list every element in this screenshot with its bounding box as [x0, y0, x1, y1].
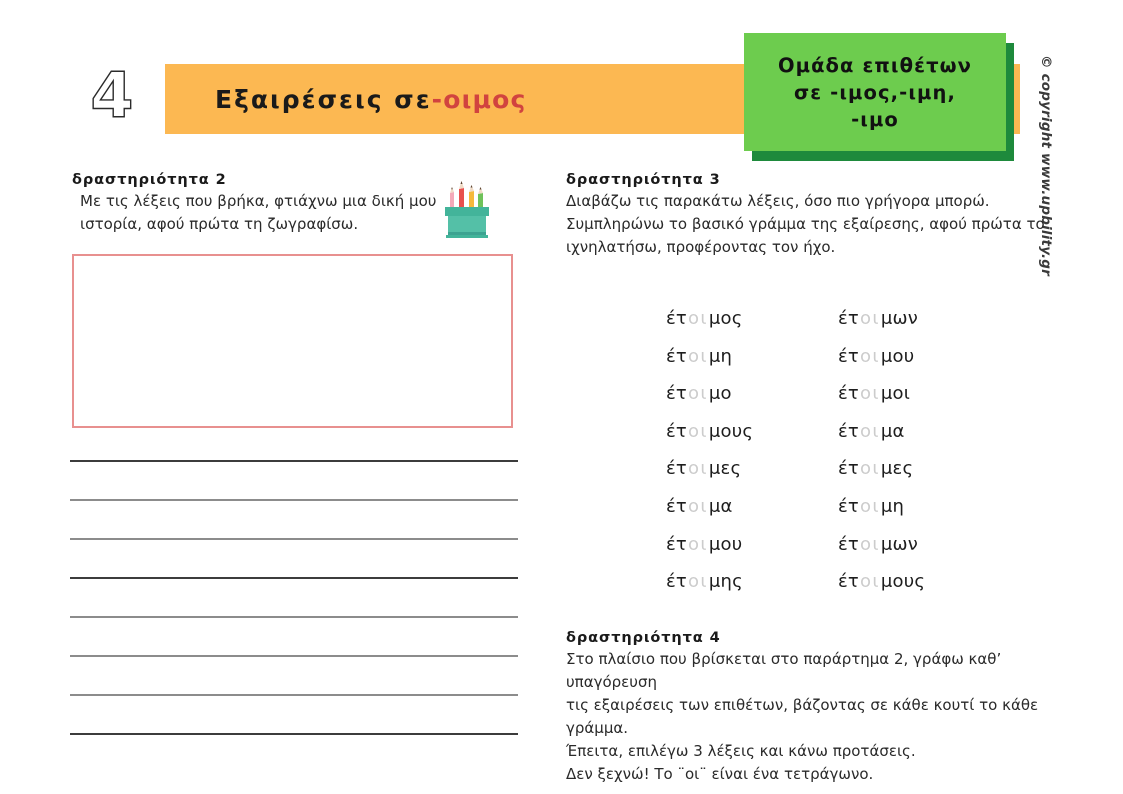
activity3-line-2: Συμπληρώνω το βασικό γράμμα της εξαίρεσης, αφού πρώτα το	[566, 215, 1045, 233]
word-prefix: έτ	[838, 383, 859, 405]
word-trace-letters[interactable]: οι	[859, 308, 880, 329]
word-suffix: μων	[880, 533, 919, 555]
tracing-word[interactable]	[838, 450, 1010, 488]
word-trace-letters[interactable]: οι	[687, 345, 708, 367]
word-suffix: μους	[880, 571, 926, 593]
word-trace-letters[interactable]: οι	[859, 420, 880, 442]
sticky-note-line-1: Ομάδα επιθέτων	[777, 53, 973, 77]
word-suffix: μο	[708, 383, 732, 405]
word-prefix: έτ	[838, 308, 859, 329]
writing-line[interactable]	[70, 694, 518, 696]
sticky-note-line-3: -ιμο	[851, 107, 899, 131]
word-prefix: έτ	[666, 533, 687, 555]
word-trace-letters[interactable]: οι	[859, 495, 880, 517]
writing-line[interactable]	[70, 733, 518, 735]
tracing-word[interactable]	[838, 338, 1010, 376]
tracing-word-list	[666, 300, 1006, 601]
tracing-word[interactable]	[838, 413, 1010, 451]
activity4-line-2: τις εξαιρέσεις των επιθέτων, βάζοντας σε κάθε κουτί το κάθε γράμμα.	[566, 696, 1039, 737]
activity-number-badge: 4	[90, 59, 132, 132]
word-suffix: μη	[708, 345, 733, 367]
activity4-line-1: Στο πλαίσιο που βρίσκεται στο παράρτημα 2, γράφω καθ’ υπαγόρευση	[566, 650, 1002, 691]
sticky-note	[744, 33, 1006, 151]
word-trace-letters[interactable]: οι	[859, 533, 880, 555]
activity3-instructions	[566, 190, 1078, 259]
activity4-line-4: Δεν ξεχνώ! Το ¨οι¨ είναι ένα τετράγωνο.	[566, 765, 874, 783]
tracing-word[interactable]	[666, 413, 838, 451]
word-prefix: έτ	[666, 571, 687, 593]
tracing-word[interactable]	[666, 338, 838, 376]
activity4-block	[566, 630, 1078, 786]
word-suffix: μων	[880, 308, 919, 329]
word-prefix: έτ	[666, 420, 687, 442]
word-prefix: έτ	[838, 345, 859, 367]
word-trace-letters[interactable]: οι	[687, 420, 708, 442]
word-prefix: έτ	[666, 345, 687, 367]
tracing-word[interactable]	[666, 300, 838, 338]
tracing-word[interactable]	[838, 563, 1010, 601]
activity4-title: δραστηριότητα 4	[566, 630, 721, 646]
activity4-line-3: Έπειτα, επιλέγω 3 λέξεις και κάνω προτάσεις.	[566, 742, 916, 760]
word-prefix: έτ	[666, 308, 687, 329]
page-header	[0, 0, 1123, 170]
copyright-notice: © copyright www.upbility.gr	[1038, 55, 1054, 277]
word-trace-letters[interactable]: οι	[687, 571, 708, 593]
word-prefix: έτ	[838, 571, 859, 593]
activity3-line-1: Διαβάζω τις παρακάτω λέξεις, όσο πιο γρήγορα μπορώ.	[566, 192, 990, 210]
tracing-word[interactable]	[666, 563, 838, 601]
tracing-word[interactable]	[666, 375, 838, 413]
word-prefix: έτ	[666, 458, 687, 480]
writing-line[interactable]	[70, 460, 518, 462]
tracing-word[interactable]	[838, 526, 1010, 564]
word-prefix: έτ	[838, 533, 859, 555]
word-prefix: έτ	[838, 458, 859, 480]
tracing-word[interactable]	[666, 488, 838, 526]
word-suffix: μοι	[880, 383, 911, 405]
word-suffix: μη	[880, 495, 905, 517]
word-suffix: μης	[708, 571, 743, 593]
word-trace-letters[interactable]: οι	[859, 571, 880, 593]
drawing-box[interactable]	[72, 254, 513, 428]
word-trace-letters[interactable]: οι	[687, 308, 708, 329]
activity3-title: δραστηριότητα 3	[566, 172, 721, 188]
sticky-note-line-2: σε -ιμος,-ιμη,	[794, 80, 956, 104]
writing-line[interactable]	[70, 538, 518, 540]
pencil-cup-icon	[437, 177, 497, 241]
tracing-word[interactable]	[666, 450, 838, 488]
word-trace-letters[interactable]: οι	[687, 495, 708, 517]
activity2-line-2: ιστορία, αφού πρώτα τη ζωγραφίσω.	[80, 215, 359, 233]
right-column	[566, 172, 1078, 783]
activity4-instructions	[566, 648, 1078, 786]
word-prefix: έτ	[838, 495, 859, 517]
word-suffix: μους	[708, 420, 754, 442]
word-trace-letters[interactable]: οι	[859, 458, 880, 480]
writing-line[interactable]	[70, 616, 518, 618]
tracing-word[interactable]	[666, 526, 838, 564]
page-title	[215, 64, 527, 134]
word-suffix: μα	[708, 495, 733, 517]
tracing-word[interactable]	[838, 300, 1010, 338]
writing-line[interactable]	[70, 499, 518, 501]
word-trace-letters[interactable]: οι	[687, 383, 708, 405]
writing-line[interactable]	[70, 577, 518, 579]
tracing-word[interactable]	[838, 375, 1010, 413]
word-trace-letters[interactable]: οι	[859, 345, 880, 367]
word-suffix: μες	[708, 458, 742, 480]
word-suffix: μου	[708, 533, 743, 555]
word-suffix: μα	[880, 420, 905, 442]
word-prefix: έτ	[666, 383, 687, 405]
word-trace-letters[interactable]: οι	[687, 458, 708, 480]
word-suffix: μου	[880, 345, 915, 367]
word-trace-letters[interactable]: οι	[687, 533, 708, 555]
activity3-line-3: ιχνηλατήσω, προφέροντας τον ήχο.	[566, 238, 836, 256]
word-suffix: μος	[708, 308, 743, 329]
activity2-line-1: Με τις λέξεις που βρήκα, φτιάχνω μια δική μου	[80, 192, 437, 210]
tracing-word[interactable]	[838, 488, 1010, 526]
page-title-main: Εξαιρέσεις σε	[215, 84, 432, 114]
word-prefix: έτ	[666, 495, 687, 517]
word-trace-letters[interactable]: οι	[859, 383, 880, 405]
word-suffix: μες	[880, 458, 914, 480]
activity2-title: δραστηριότητα 2	[72, 172, 227, 188]
writing-lines	[70, 460, 518, 772]
page-title-suffix: -οιμος	[431, 84, 527, 114]
word-prefix: έτ	[838, 420, 859, 442]
writing-line[interactable]	[70, 655, 518, 657]
